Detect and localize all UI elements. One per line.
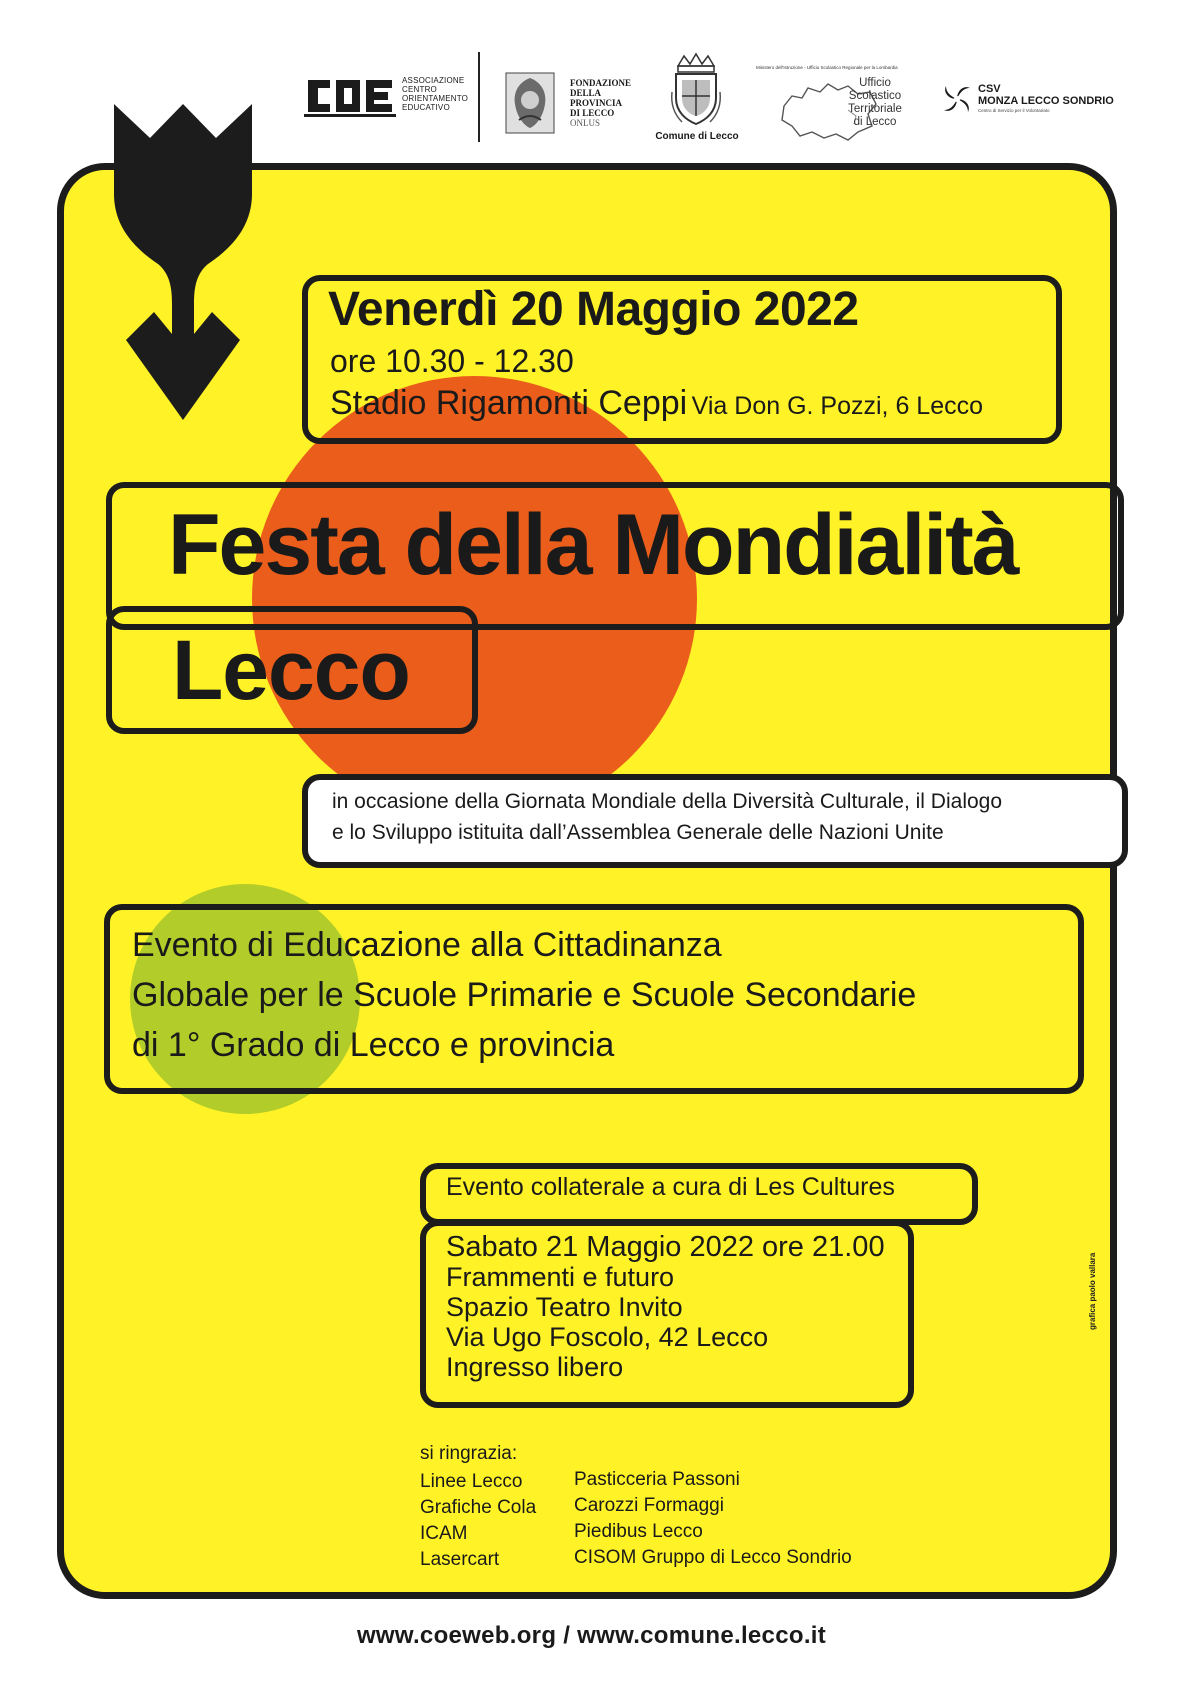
thanks-item: Piedibus Lecco [574, 1521, 703, 1542]
logo-divider [478, 52, 480, 142]
occasion-line: e lo Sviluppo istituita dall’Assemblea Generale delle Nazioni Unite [332, 821, 944, 844]
thanks-item: CISOM Gruppo di Lecco Sondrio [574, 1547, 852, 1568]
thanks-list-1 [420, 1469, 536, 1573]
ufficio-line: Scolastico [848, 90, 902, 102]
coe-line: ORIENTAMENTO [402, 94, 469, 103]
thanks-label: si ringrazia: [420, 1443, 518, 1464]
thanks-item: Linee Lecco [420, 1471, 523, 1492]
thanks-item: Grafiche Cola [420, 1497, 537, 1518]
thanks-list-2 [574, 1467, 852, 1571]
venue-address: Via Don G. Pozzi, 6 Lecco [691, 392, 984, 420]
ufficio-line: Ufficio [859, 77, 891, 89]
collateral-details [446, 1232, 906, 1382]
page-title: Festa della Mondialità [168, 497, 1018, 593]
city-title: Lecco [172, 623, 410, 717]
thanks-item: Pasticceria Passoni [574, 1469, 740, 1490]
occasion-text [332, 786, 1122, 848]
education-line: Evento di Educazione alla Cittadinanza [132, 926, 722, 964]
fondazione-line: PROVINCIA [570, 98, 623, 108]
fondazione-line: DELLA [570, 88, 602, 98]
comune-name: Comune di Lecco [655, 131, 739, 142]
collateral-title: Evento collaterale a cura di Les Cultures [446, 1173, 895, 1201]
comune-crest-icon [668, 52, 724, 130]
fondazione-onlus: ONLUS [570, 118, 601, 128]
coe-line: EDUCATIVO [402, 103, 450, 112]
coe-association-name [402, 76, 482, 112]
ufficio-name [820, 77, 930, 129]
event-venue [330, 384, 983, 423]
coe-logo-icon [304, 74, 396, 118]
education-line: di 1° Grado di Lecco e provincia [132, 1026, 615, 1064]
footer-urls[interactable]: www.coeweb.org / www.comune.lecco.it [356, 1622, 827, 1649]
thanks-item: Lasercart [420, 1549, 500, 1570]
csv-tagline: Centro di Servizio per il Volontariato [978, 108, 1050, 113]
down-arrow-icon [108, 98, 258, 426]
coe-line: ASSOCIAZIONE [402, 76, 465, 85]
fondazione-emblem-icon [505, 72, 555, 134]
design-credit: grafica paolo vallara [1088, 1252, 1097, 1330]
collateral-line: Ingresso libero [446, 1352, 624, 1382]
collateral-line: Sabato 21 Maggio 2022 ore 21.00 [446, 1231, 885, 1263]
collateral-line: Via Ugo Foscolo, 42 Lecco [446, 1322, 769, 1352]
ufficio-line: di Lecco [853, 116, 897, 128]
ministero-line: Ministero dell'Istruzione - Ufficio Scolastico Regionale per la Lombardia [756, 65, 898, 70]
thanks-item: Carozzi Formaggi [574, 1495, 724, 1516]
thanks-item: ICAM [420, 1523, 468, 1544]
csv-swirl-icon [940, 82, 974, 116]
fondazione-name [570, 78, 650, 128]
coe-line: CENTRO [402, 85, 437, 94]
education-text [132, 920, 1072, 1070]
occasion-line: in occasione della Giornata Mondiale della Diversità Culturale, il Dialogo [332, 790, 1003, 813]
education-line: Globale per le Scuole Primarie e Scuole Secondarie [132, 976, 917, 1014]
collateral-line: Spazio Teatro Invito [446, 1292, 683, 1322]
csv-line: CSV [978, 83, 1001, 95]
csv-line: MONZA LECCO SONDRIO [978, 95, 1114, 107]
fondazione-line: FONDAZIONE [570, 78, 632, 88]
collateral-line: Frammenti e futuro [446, 1262, 675, 1292]
venue-name: Stadio Rigamonti Ceppi [330, 384, 688, 422]
ufficio-line: Territoriale [848, 103, 902, 115]
csv-name [978, 83, 1138, 107]
event-date: Venerdì 20 Maggio 2022 [328, 283, 859, 336]
fondazione-line: DI LECCO [570, 108, 615, 118]
event-time: ore 10.30 - 12.30 [330, 343, 574, 379]
